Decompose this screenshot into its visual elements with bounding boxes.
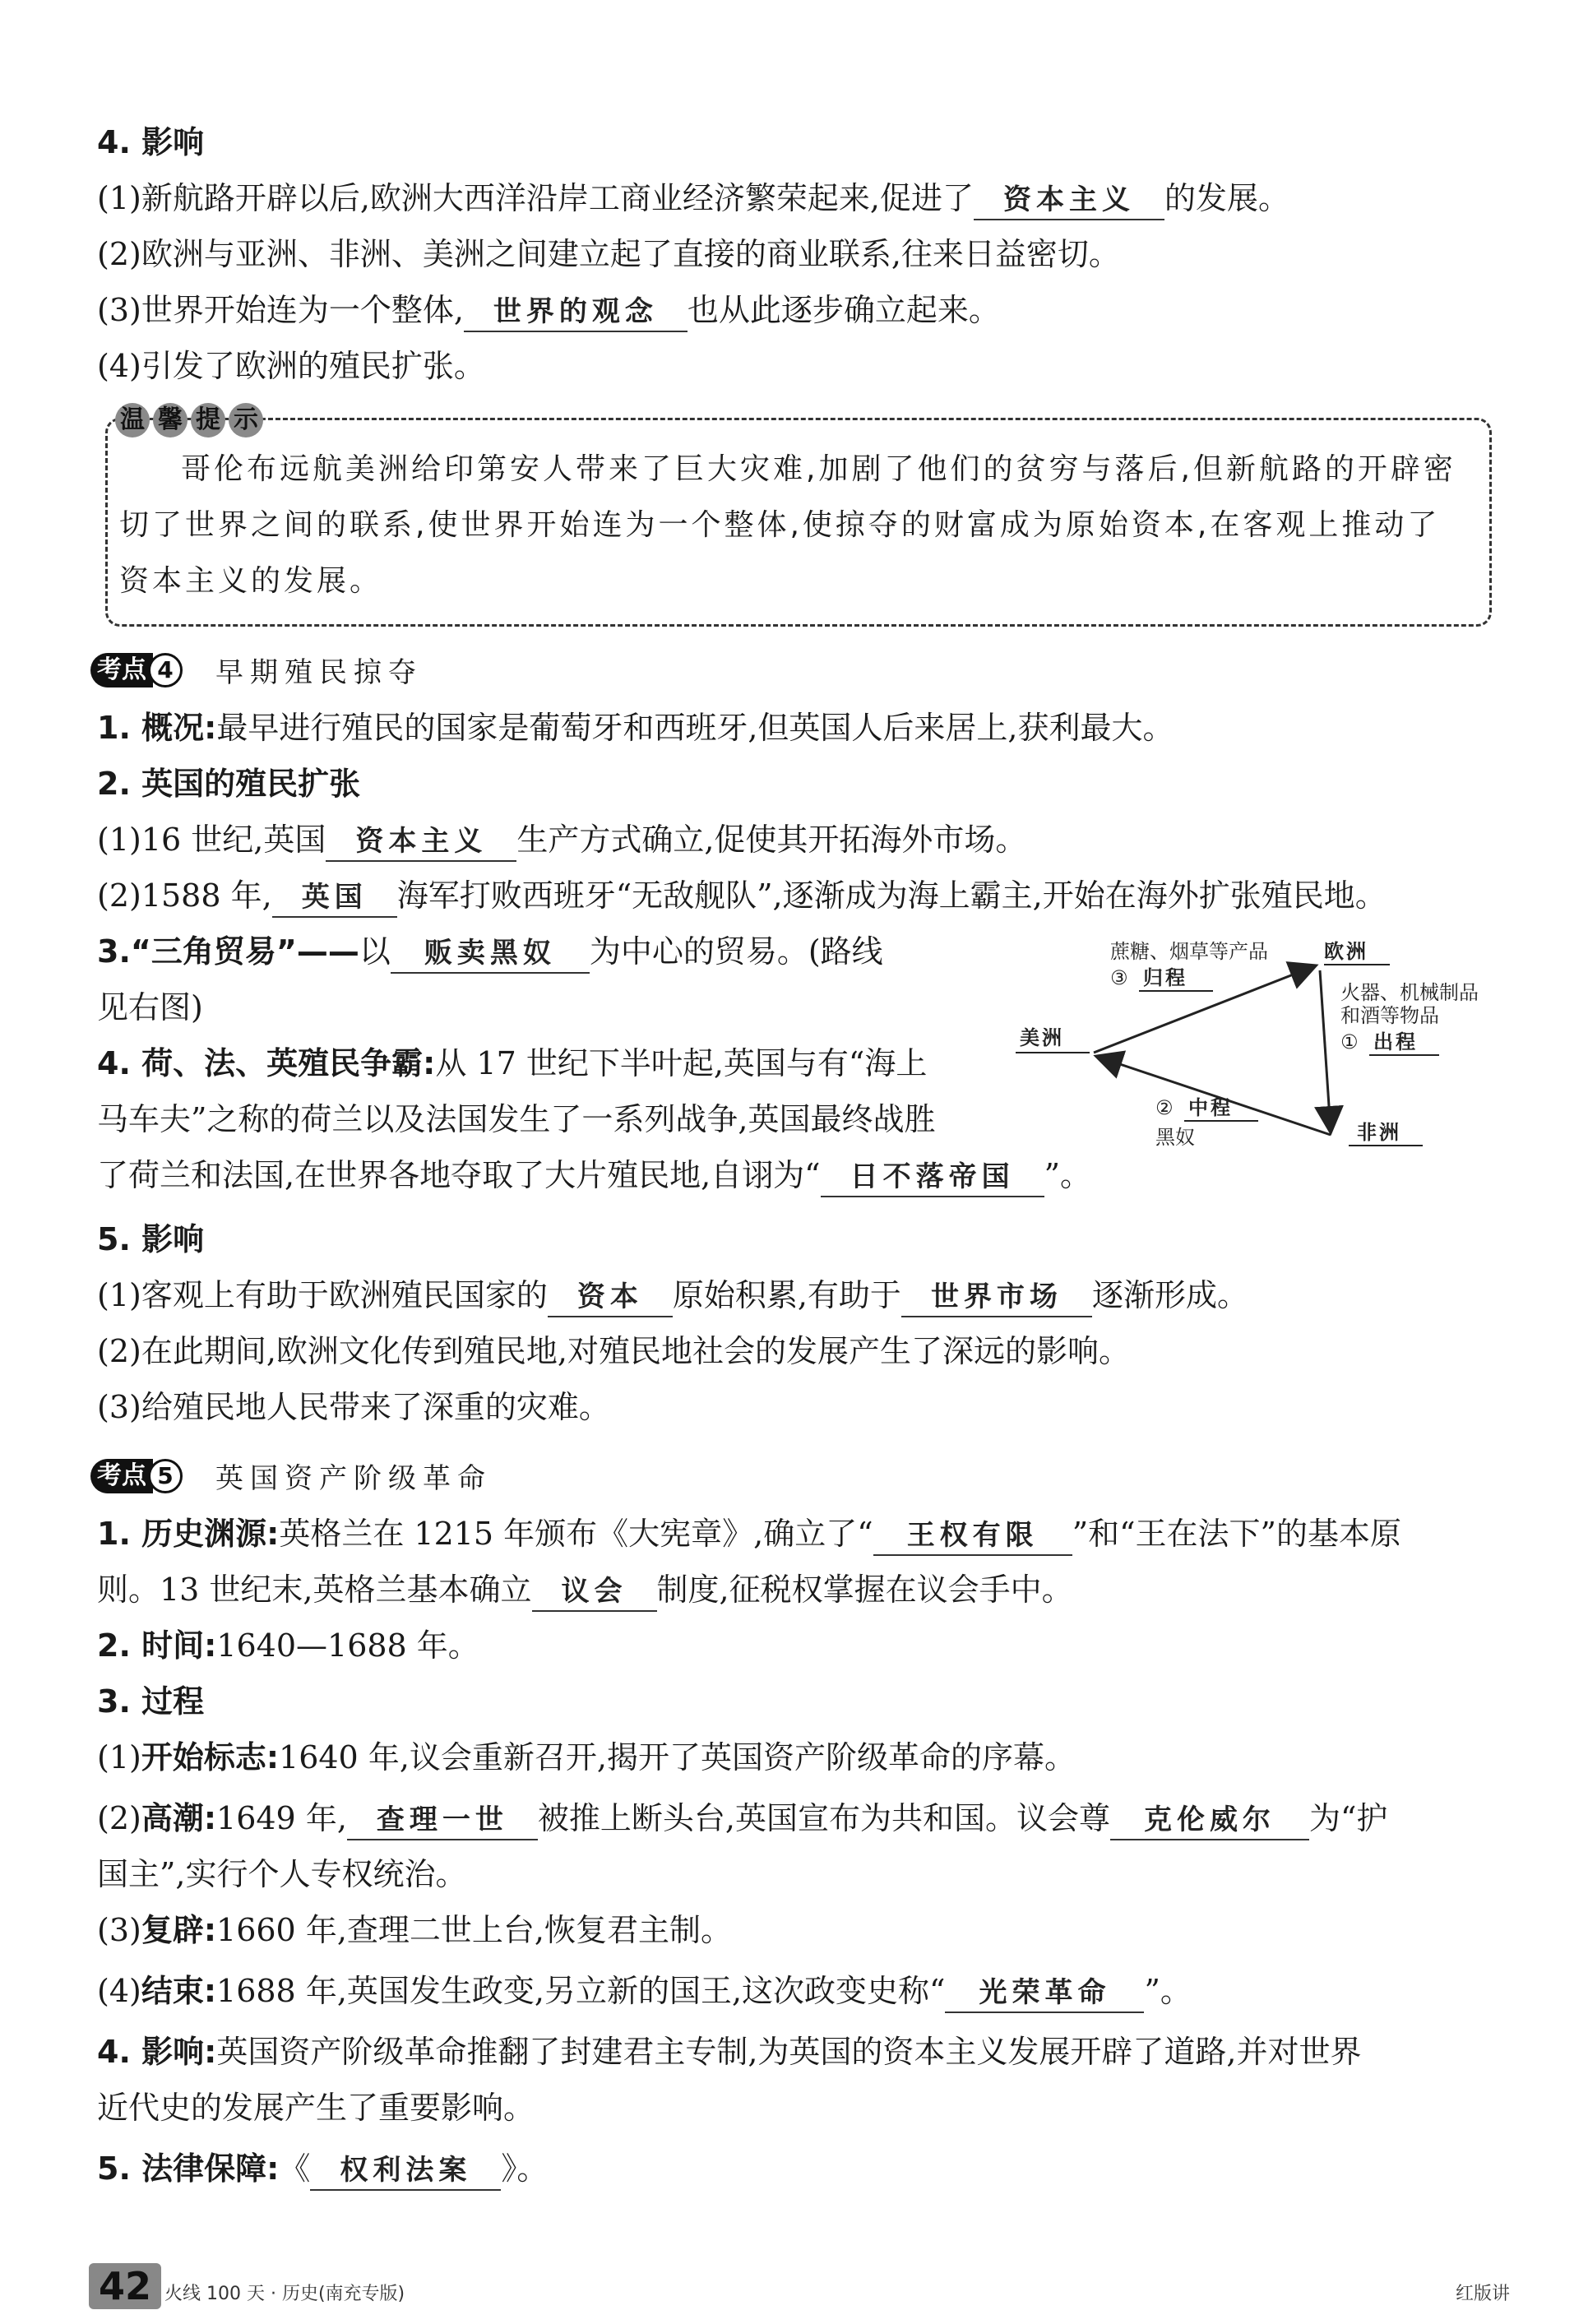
tip-char: 温 (115, 403, 150, 437)
text-head: 3.“三角贸易”—— (97, 933, 359, 970)
text-head: 复辟: (141, 1912, 217, 1948)
slaves-label: 黑奴 (1155, 1126, 1195, 1149)
text: 原始积累,有助于 (672, 1277, 901, 1313)
influence-line-4: (4)引发了欧洲的殖民扩张。 (97, 348, 485, 384)
out-blank: 出程 (1373, 1030, 1418, 1053)
text: (3)世界开始连为一个整体, (97, 292, 464, 328)
out-number: ① (1340, 1030, 1359, 1053)
fill-blank: 权利法案 (310, 2151, 501, 2191)
kd4-line-7 (97, 1044, 927, 1082)
text: 为“护 (1309, 1800, 1388, 1836)
text: (3) (97, 1912, 141, 1948)
text-head: 4. 荷、法、英殖民争霸: (97, 1045, 436, 1081)
text: 从 17 世纪下半叶起,英国与有“海上 (435, 1045, 928, 1081)
text: 以 (359, 933, 391, 970)
kd4-line-6: 见右图) (97, 989, 203, 1025)
text: 制度,征税权掌握在议会手中。 (656, 1572, 1073, 1608)
text: 》。 (501, 2150, 549, 2187)
text: 的发展。 (1164, 180, 1290, 216)
kd5-line-10 (97, 2033, 1361, 2071)
kd-number: 5 (148, 1459, 183, 1493)
text: 1640 年,议会重新召开,揭开了英国资产阶级革命的序幕。 (279, 1739, 1076, 1775)
fill-blank: 查理一世 (347, 1801, 538, 1840)
kd5-line-6 (97, 1799, 1387, 1840)
kd5-line-12 (97, 2150, 548, 2191)
influence-line-2: (2)欧洲与亚洲、非洲、美洲之间建立起了直接的商业联系,往来日益密切。 (97, 236, 1120, 272)
tip-char: 馨 (153, 403, 188, 437)
text: 为中心的贸易。(路线 (589, 933, 883, 970)
text: 也从此逐步确立起来。 (687, 292, 1000, 328)
goods-out-1: 火器、机械制品 (1340, 981, 1479, 1004)
kd5-line-11: 近代史的发展产生了重要影响。 (97, 2090, 535, 2126)
kd5-line-9 (97, 1972, 1192, 2013)
footer-right-text: 红版讲 (1456, 2284, 1511, 2304)
footer-left-text: 火线 100 天 · 历史(南充专版) (164, 2284, 405, 2304)
tip-header (115, 403, 263, 437)
influence-heading: 4. 影响 (97, 124, 205, 160)
text-head: 1. 历史渊源: (97, 1516, 280, 1552)
text-head: 4. 影响: (97, 2034, 217, 2070)
kd4-line-3 (97, 821, 1026, 862)
kd4-line-9 (97, 1156, 1091, 1197)
text: 1688 年,英国发生政变,另立新的国王,这次政变史称“ (216, 1973, 946, 2009)
text: 英国资产阶级革命推翻了封建君主专制,为英国的资本主义发展开辟了道路,并对世界 (216, 2034, 1362, 2070)
kd-number: 4 (148, 653, 183, 687)
fill-blank: 贩卖黑奴 (391, 934, 590, 974)
goods-return: 蔗糖、烟草等产品 (1110, 940, 1268, 963)
text: (1)新航路开辟以后,欧洲大西洋沿岸工商业经济繁荣起来,促进了 (97, 180, 974, 216)
text: (2)1588 年, (97, 877, 272, 914)
kd5-line-8 (97, 1911, 732, 1949)
route-out (1320, 970, 1331, 1131)
fill-blank: 日不落帝国 (821, 1158, 1044, 1197)
text-head: 结束: (141, 1973, 217, 2009)
return-number: ③ (1110, 966, 1128, 989)
text: 了荷兰和法国,在世界各地夺取了大片殖民地,自诩为“ (97, 1157, 821, 1193)
text: 最早进行殖民的国家是葡萄牙和西班牙,但英国人后来居上,获利最大。 (216, 710, 1174, 746)
kd-title: 早期殖民掠夺 (215, 656, 423, 689)
return-blank: 归程 (1143, 966, 1188, 989)
kd5-line-7: 国主”,实行个人专权统治。 (97, 1856, 467, 1892)
kd4-line-12: (2)在此期间,欧洲文化传到殖民地,对殖民地社会的发展产生了深远的影响。 (97, 1333, 1130, 1369)
text: (2) (97, 1800, 141, 1836)
kd4-line-4 (97, 877, 1387, 918)
kd4-line-13: (3)给殖民地人民带来了深重的灾难。 (97, 1389, 610, 1425)
text: 1660 年,查理二世上台,恢复君主制。 (216, 1912, 732, 1948)
section-heading-kd5 (90, 1456, 492, 1496)
label-africa: 非洲 (1357, 1121, 1401, 1144)
fill-blank: 资本主义 (974, 181, 1164, 220)
fill-blank: 克伦威尔 (1110, 1801, 1309, 1840)
kd4-line-2: 2. 英国的殖民扩张 (97, 766, 361, 802)
fill-blank: 英国 (272, 878, 397, 918)
text-head: 5. 法律保障: (97, 2150, 280, 2187)
goods-out-2: 和酒等物品 (1340, 1004, 1439, 1027)
influence-line-3 (97, 291, 1000, 332)
text: ”和“王在法下”的基本原 (1072, 1516, 1401, 1552)
tip-char: 示 (229, 403, 263, 437)
text-head: 开始标志: (141, 1739, 280, 1775)
text: 《 (279, 2150, 311, 2187)
label-europe: 欧洲 (1324, 940, 1368, 963)
kd-badge (90, 1459, 183, 1493)
fill-blank: 资本主义 (326, 822, 516, 862)
kd4-line-5 (97, 933, 883, 974)
fill-blank: 王权有限 (873, 1516, 1072, 1556)
tip-char: 提 (191, 403, 225, 437)
fill-blank: 资本 (548, 1278, 673, 1317)
kd5-line-2 (97, 1571, 1073, 1612)
fill-blank: 世界的观念 (464, 293, 688, 332)
text: (1)16 世纪,英国 (97, 822, 326, 858)
kd-badge (90, 653, 183, 687)
kd4-line-10: 5. 影响 (97, 1221, 205, 1257)
kd4-line-1 (97, 709, 1174, 747)
kd5-line-3 (97, 1627, 479, 1664)
text: 被推上断头台,英国宣布为共和国。议会尊 (537, 1800, 1110, 1836)
kd-label: 考点 (90, 653, 153, 687)
text: 则。13 世纪末,英格兰基本确立 (97, 1572, 532, 1608)
text: 1649 年, (216, 1800, 347, 1836)
text: 逐渐形成。 (1091, 1277, 1248, 1313)
kd-label: 考点 (90, 1459, 153, 1493)
tip-line-3: 资本主义的发展。 (119, 564, 383, 598)
text: (1) (97, 1739, 141, 1775)
influence-line-1 (97, 179, 1289, 220)
fill-blank: 世界市场 (901, 1278, 1092, 1317)
text-head: 高潮: (141, 1800, 217, 1836)
text: ”。 (1044, 1157, 1092, 1193)
text: 生产方式确立,促使其开拓海外市场。 (516, 822, 1027, 858)
label-america: 美洲 (1020, 1026, 1064, 1049)
triangle-trade-diagram (1012, 933, 1505, 1172)
fill-blank: 光荣革命 (945, 1974, 1144, 2013)
text: 1640—1688 年。 (216, 1627, 479, 1664)
text: 海军打败西班牙“无敌舰队”,逐渐成为海上霸主,开始在海外扩张殖民地。 (396, 877, 1387, 914)
text: ”。 (1144, 1973, 1192, 2009)
kd4-line-11 (97, 1276, 1248, 1317)
mid-blank: 中程 (1188, 1096, 1233, 1119)
tip-line-1: 哥伦布远航美洲给印第安人带来了巨大灾难,加剧了他们的贫穷与落后,但新航路的开辟密 (181, 452, 1456, 486)
kd5-line-1 (97, 1515, 1401, 1556)
page-number: 42 (89, 2263, 161, 2309)
text: 英格兰在 1215 年颁布《大宪章》,确立了“ (279, 1516, 873, 1552)
text: (1)客观上有助于欧洲殖民国家的 (97, 1277, 548, 1313)
text-head: 1. 概况: (97, 710, 217, 746)
text: (4) (97, 1973, 141, 2009)
text-head: 2. 时间: (97, 1627, 217, 1664)
kd4-line-8: 马车夫”之称的荷兰以及法国发生了一系列战争,英国最终战胜 (97, 1101, 936, 1137)
kd5-line-4: 3. 过程 (97, 1683, 205, 1720)
section-heading-kd4 (90, 650, 423, 690)
tip-line-2: 切了世界之间的联系,使世界开始连为一个整体,使掠夺的财富成为原始资本,在客观上推动了 (119, 508, 1441, 542)
kd5-line-5 (97, 1738, 1076, 1776)
mid-number: ② (1155, 1096, 1174, 1119)
fill-blank: 议会 (532, 1572, 657, 1612)
kd-title: 英国资产阶级革命 (215, 1462, 492, 1495)
